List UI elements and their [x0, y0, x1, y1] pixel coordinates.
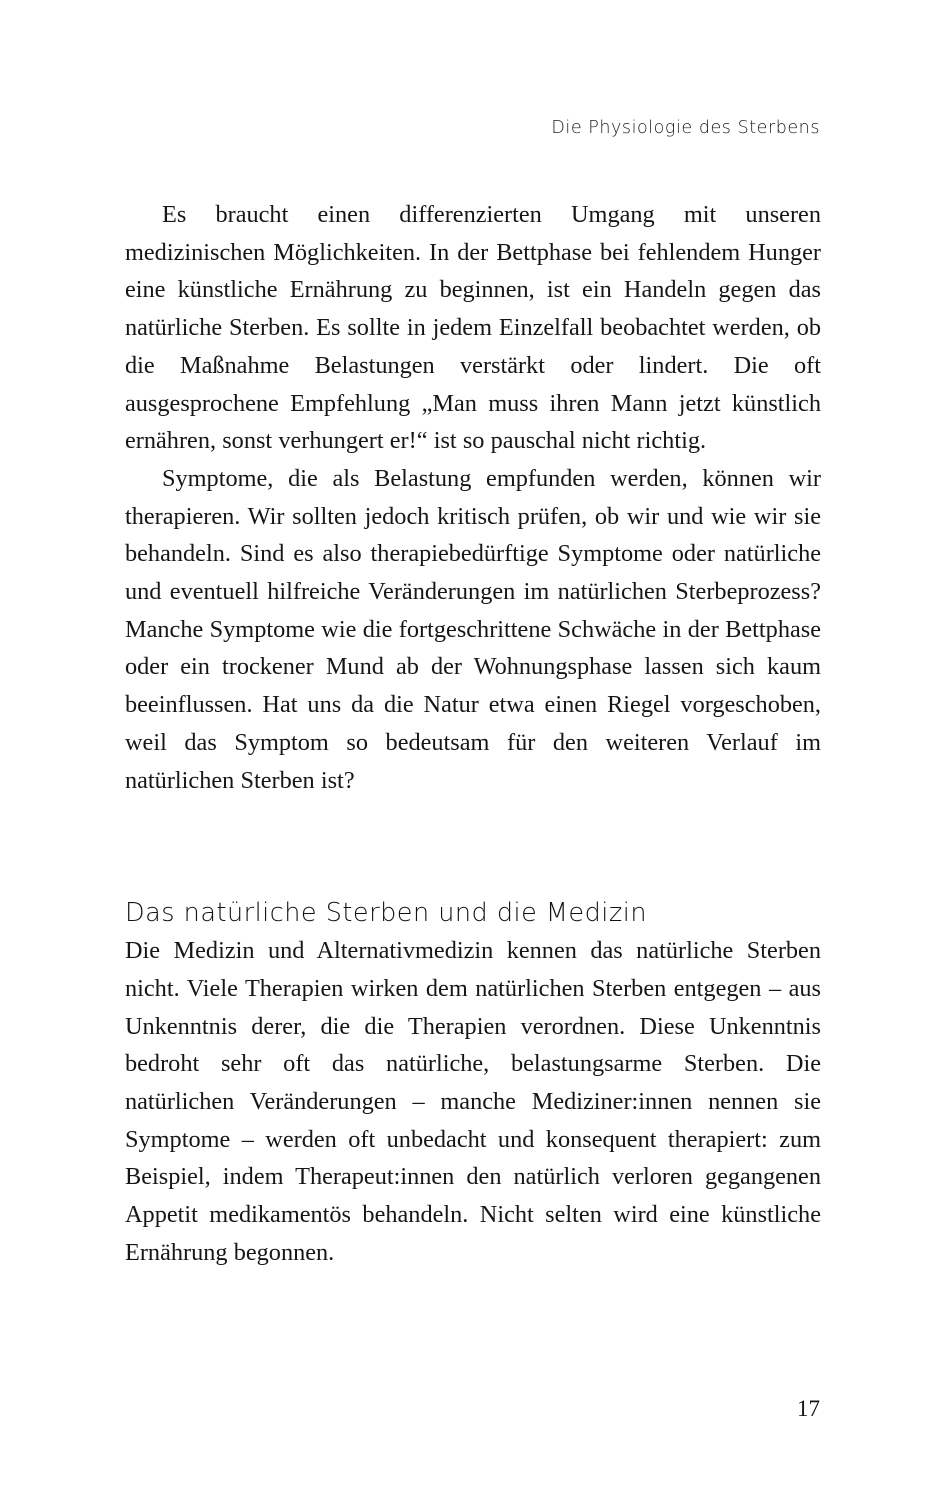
section-heading: Das natürliche Sterben und die Medizin	[125, 898, 648, 929]
running-header: Die Physiologie des Sterbens	[551, 118, 820, 138]
paragraph: Es braucht einen differenzierten Umgang mit unseren medizinischen Möglichkeiten. In der Bettphase bei fehlendem Hunger eine künstliche Ernährung zu beginnen, ist ein Handeln gegen das natürliche Sterben. Es sollte in jedem Einzelfall beobachtet werden, ob die Maßnahme Belastungen verstärkt oder lindert. Die oft ausgesprochene Empfehlung „Man muss ihren Mann jetzt künstlich ernähren, sonst verhungert er!“ ist so pauschal nicht richtig.	[125, 201, 821, 455]
text-block	[125, 196, 821, 1272]
paragraph: Symptome, die als Belastung empfunden werden, können wir therapieren. Wir sollten jedoch kritisch prüfen, ob wir und wie wir sie behandeln. Sind es also therapiebedürftige Symptome oder natürliche und eventuell hilfreiche Veränderungen im natürlichen Sterbeprozess? Manche Symptome wie die fortgeschrittene Schwäche in der Bettphase oder ein trockener Mund ab der Wohnungsphase lassen sich kaum beeinflussen. Hat uns da die Natur etwa einen Riegel vorgeschoben, weil das Symptom so bedeutsam für den weiteren Verlauf im natürlichen Sterben ist?	[125, 464, 821, 794]
paragraph: Die Medizin und Alternativmedizin kennen das natürliche Sterben nicht. Viele Therapien wirken dem natürlichen Sterben entgegen – aus Unkenntnis derer, die die Therapien verordnen. Diese Unkenntnis bedroht sehr oft das natürliche, belastungsarme Sterben. Die natürlichen Veränderungen – manche Mediziner:innen nennen sie Symptome – werden oft unbedacht und konsequent therapiert: zum Beispiel, indem Therapeut:innen den natürlich verloren gegangenen Appetit medikamentös behandeln. Nicht selten wird eine künstliche Ernährung begonnen.	[125, 937, 821, 1266]
page-number: 17	[797, 1396, 820, 1421]
